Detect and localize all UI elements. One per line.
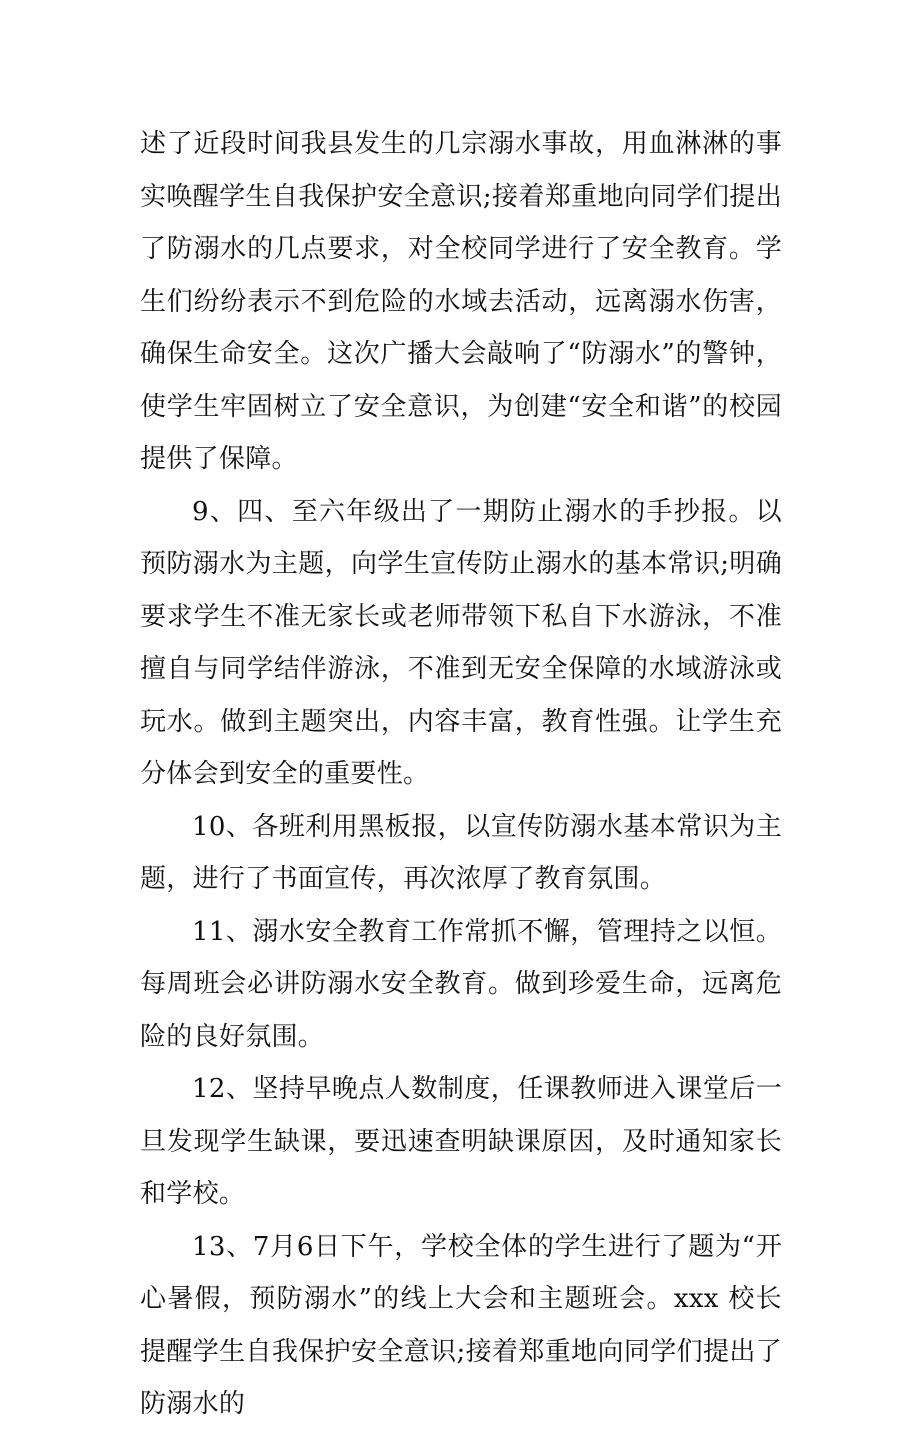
paragraph-item-13: 13、7月6日下午，学校全体的学生进行了题为“开心暑假，预防溺水”的线上大会和主题班会。xxx 校长提醒学生自我保护安全意识;接着郑重地向同学们提出了防溺水的 [140, 1231, 782, 1419]
paragraph-item-9: 9、四、至六年级出了一期防止溺水的手抄报。以预防溺水为主题，向学生宣传防止溺水的基本常识;明确要求学生不准无家长或老师带领下私自下水游泳，不准擅自与同学结伴游泳，不准到无安全保障的水域游泳或玩水。做到主题突出，内容丰富，教育性强。让学生充分体会到安全的重要性。 [140, 496, 782, 789]
paragraph-item-11: 11、溺水安全教育工作常抓不懈，管理持之以恒。每周班会必讲防溺水安全教育。做到珍爱生命，远离危险的良好氛围。 [140, 916, 782, 1052]
paragraph-item-10: 10、各班利用黑板报，以宣传防溺水基本常识为主题，进行了书面宣传，再次浓厚了教育氛围。 [140, 811, 782, 894]
paragraph-item-12: 12、坚持早晚点人数制度，任课教师进入课堂后一旦发现学生缺课，要迅速查明缺课原因，及时通知家长和学校。 [140, 1074, 782, 1209]
paragraph-continuation: 述了近段时间我县发生的几宗溺水事故，用血淋淋的事实唤醒学生自我保护安全意识;接着郑重地向同学们提出了防溺水的几点要求，对全校同学进行了安全教育。学生们纷纷表示不到危险的水域去活动，远离溺水伤害，确保生命安全。这次广播大会敲响了“防溺水”的警钟，使学生牢固树立了安全意识，为创建“安全和谐”的校园提供了保障。 [140, 129, 782, 474]
document-page [140, 118, 782, 1431]
